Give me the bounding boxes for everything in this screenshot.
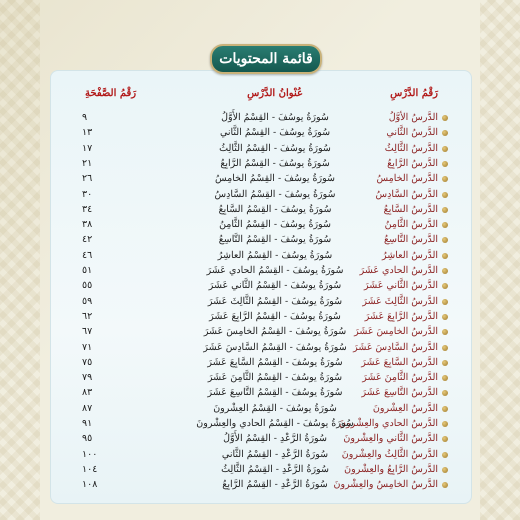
bullet-icon [442,482,448,488]
lesson-title: سُورَةُ يوسُفَ - القِسْمُ العاشِرُ [217,249,333,261]
page-number: ٢٦ [82,173,93,185]
page-title: قائمة المحتويات [210,44,322,74]
lesson-number: الدَّرسُ الأوَّلُ [388,112,438,123]
column-header-title: عُنْوانُ الدَّرْسِ [247,88,303,99]
bullet-icon [442,161,448,167]
bullet-icon [442,329,448,335]
table-row [0,143,520,158]
lesson-number: الدَّرسُ الثَّامِنُ [384,219,438,231]
table-row [0,479,520,494]
bullet-icon [442,253,448,259]
lesson-number: الدَّرسُ الثَّالِثَ عَشَرَ [362,295,438,307]
table-row [0,433,520,448]
bullet-icon [442,146,448,152]
lesson-title: سُورَةُ يوسُفَ - القِسْمُ الثَّالِثُ [219,142,331,154]
lesson-title: سُورَةُ يوسُفَ - القِسْمُ التَّاسِعَ عَشَرَ [207,387,343,399]
column-header-lesson: رَقْمُ الدَّرْسِ [390,88,438,99]
table-row [0,342,520,357]
bullet-icon [442,192,448,198]
page-number: ٣٠ [82,188,93,200]
lesson-title: سُورَةُ يوسُفَ - القِسْمُ الخامِسُ [215,173,335,185]
page-number: ٥١ [82,265,93,276]
lesson-number: الدَّرسُ الثَّالِثُ والعِشْرونَ [341,448,438,460]
page-number: ١٠٠ [82,448,98,460]
lesson-title: سُورَةُ يوسُفَ - القِسْمُ الثَّاني [219,127,331,139]
bullet-icon [442,467,448,473]
table-row [0,449,520,464]
table-row [0,296,520,311]
lesson-title: سُورَةُ يوسُفَ - القِسْمُ الرَّابِعَ عَشَرَ [209,310,341,322]
table-row [0,357,520,372]
page-number: ٥٥ [82,280,93,292]
lesson-title: سُورَةُ الرَّعْدِ - القِسْمُ الثَّاني [221,448,329,460]
table-row [0,280,520,295]
page-number: ٦٧ [82,326,93,338]
bullet-icon [442,406,448,412]
bullet-icon [442,207,448,213]
lesson-title: سُورَةُ يوسُفَ - القِسْمُ الأَوَّلُ [221,112,329,123]
lesson-title: سُورَةُ يوسُفَ - القِسْمُ الثَّامِنُ [219,219,331,231]
page-number: ١٧ [82,142,93,154]
lesson-title: سُورَةُ يوسُفَ - القِسْمُ الحادي عَشَرَ [206,265,344,276]
table-row [0,418,520,433]
page-number: ٩١ [82,418,93,429]
lesson-title: سُورَةُ يوسُفَ - القِسْمُ الثَّاني عَشَرَ [208,280,342,292]
bullet-icon [442,436,448,442]
page-number: ٧٥ [82,356,93,368]
bullet-icon [442,314,448,320]
table-row [0,173,520,188]
lesson-number: الدَّرسُ الخامِسُ [376,173,438,185]
table-row [0,112,520,127]
bullet-icon [442,299,448,305]
lesson-number: الدَّرسُ الحادي عَشَرَ [359,265,438,276]
table-row [0,326,520,341]
lesson-number: الدَّرسُ العاشِرُ [382,249,438,261]
bullet-icon [442,390,448,396]
lesson-title: سُورَةُ يوسُفَ - القِسْمُ السَّابِعَ عَشَرَ [207,356,343,368]
lesson-title: سُورَةُ يوسُفَ - القِسْمُ السَّابِعُ [218,203,332,215]
lesson-title: سُورَةُ يوسُفَ - القِسْمُ الثَّالِثَ عَشَرَ [207,295,343,307]
lesson-number: الدَّرسُ الخامِسَ عَشَرَ [354,326,438,338]
lesson-title: سُورَةُ يوسُفَ - القِسْمُ التَّاسِعُ [218,234,332,246]
page-number: ٧٩ [82,372,93,384]
page-number: ٨٣ [82,387,93,399]
bullet-icon [442,115,448,121]
lesson-title: سُورَةُ يوسُفَ - القِسْمُ الحادي والعِشْرونَ [196,418,354,429]
lesson-number: الدَّرسُ الثَّاني والعِشْرونَ [343,433,438,445]
table-row [0,189,520,204]
table-row [0,403,520,418]
page-number: ٦٢ [82,310,93,322]
table-row [0,464,520,479]
bullet-icon [442,421,448,427]
bullet-icon [442,360,448,366]
table-row [0,204,520,219]
bullet-icon [442,452,448,458]
bullet-icon [442,222,448,228]
page-number: ٤٢ [82,234,93,246]
page-number: ٩٥ [82,433,93,445]
table-row [0,234,520,249]
lesson-number: الدَّرسُ الرَّابِعَ عَشَرَ [364,310,438,322]
lesson-title: سُورَةُ يوسُفَ - القِسْمُ السَّادِسَ عَشَرَ [203,341,347,353]
bullet-icon [442,176,448,182]
lesson-title: سُورَةُ يوسُفَ - القِسْمُ الخامِسَ عَشَرَ [203,326,347,338]
bullet-icon [442,130,448,136]
table-row [0,158,520,173]
lesson-title: سُورَةُ الرَّعْدِ - القِسْمُ الأَوَّلُ [223,433,327,445]
lesson-number: الدَّرسُ الحادي والعِشْرونَ [339,418,438,429]
table-row [0,250,520,265]
page-number: ٩ [82,112,88,123]
page-number: ٣٤ [82,203,93,215]
lesson-number: الدَّرسُ الرَّابِعُ والعِشْرونَ [344,463,438,475]
lesson-title: سُورَةُ يوسُفَ - القِسْمُ الثَّامِنَ عَشَرَ [207,372,343,384]
lesson-number: الدَّرسُ التَّاسِعَ عَشَرَ [361,387,438,399]
table-row [0,311,520,326]
lesson-number: الدَّرسُ الخامِسُ والعِشْرونَ [333,479,438,491]
lesson-number: الدَّرسُ السَّادِسَ عَشَرَ [353,341,438,353]
table-row [0,265,520,280]
table-row [0,219,520,234]
page-number: ١٠٤ [82,463,98,475]
page-number: ١٣ [82,127,93,139]
column-header-page: رَقْمُ الصَّفْحَةِ [85,88,137,99]
lesson-number: الدَّرسُ الثَّاني [386,127,438,139]
lesson-number: الدَّرسُ الثَّاني عَشَرَ [364,280,438,292]
lesson-number: الدَّرسُ السَّابِعَ عَشَرَ [361,356,438,368]
lesson-title: سُورَةُ يوسُفَ - القِسْمُ العِشْرونَ [213,402,337,414]
bullet-icon [442,237,448,243]
page-number: ١٠٨ [82,479,98,491]
bullet-icon [442,283,448,289]
page-number: ٨٧ [82,402,93,414]
lesson-number: الدَّرسُ العِشْرونَ [372,402,438,414]
page-number: ٣٨ [82,219,93,231]
lesson-title: سُورَةُ الرَّعْدِ - القِسْمُ الثَّالِثُ [221,463,329,475]
lesson-title: سُورَةُ يوسُفَ - القِسْمُ الرَّابِعُ [220,157,330,169]
lesson-title: سُورَةُ الرَّعْدِ - القِسْمُ الرَّابِعُ [222,479,328,491]
page-number: ٢١ [82,157,93,169]
lesson-title: سُورَةُ يوسُفَ - القِسْمُ السَّادِسُ [214,188,336,200]
lesson-number: الدَّرسُ السَّابِعُ [383,203,438,215]
lesson-number: الدَّرسُ الثَّامِنَ عَشَرَ [362,372,438,384]
page-number: ٧١ [82,341,93,353]
bullet-icon [442,375,448,381]
lesson-number: الدَّرسُ السَّادِسُ [375,188,438,200]
page-number: ٤٦ [82,249,93,261]
bullet-icon [442,345,448,351]
table-row [0,127,520,142]
table-row [0,387,520,402]
page-number: ٥٩ [82,295,93,307]
table-row [0,372,520,387]
lesson-number: الدَّرسُ الرَّابِعُ [387,157,438,169]
bullet-icon [442,268,448,274]
lesson-number: الدَّرسُ الثَّالِثُ [384,142,438,154]
lesson-number: الدَّرسُ التَّاسِعُ [383,234,438,246]
